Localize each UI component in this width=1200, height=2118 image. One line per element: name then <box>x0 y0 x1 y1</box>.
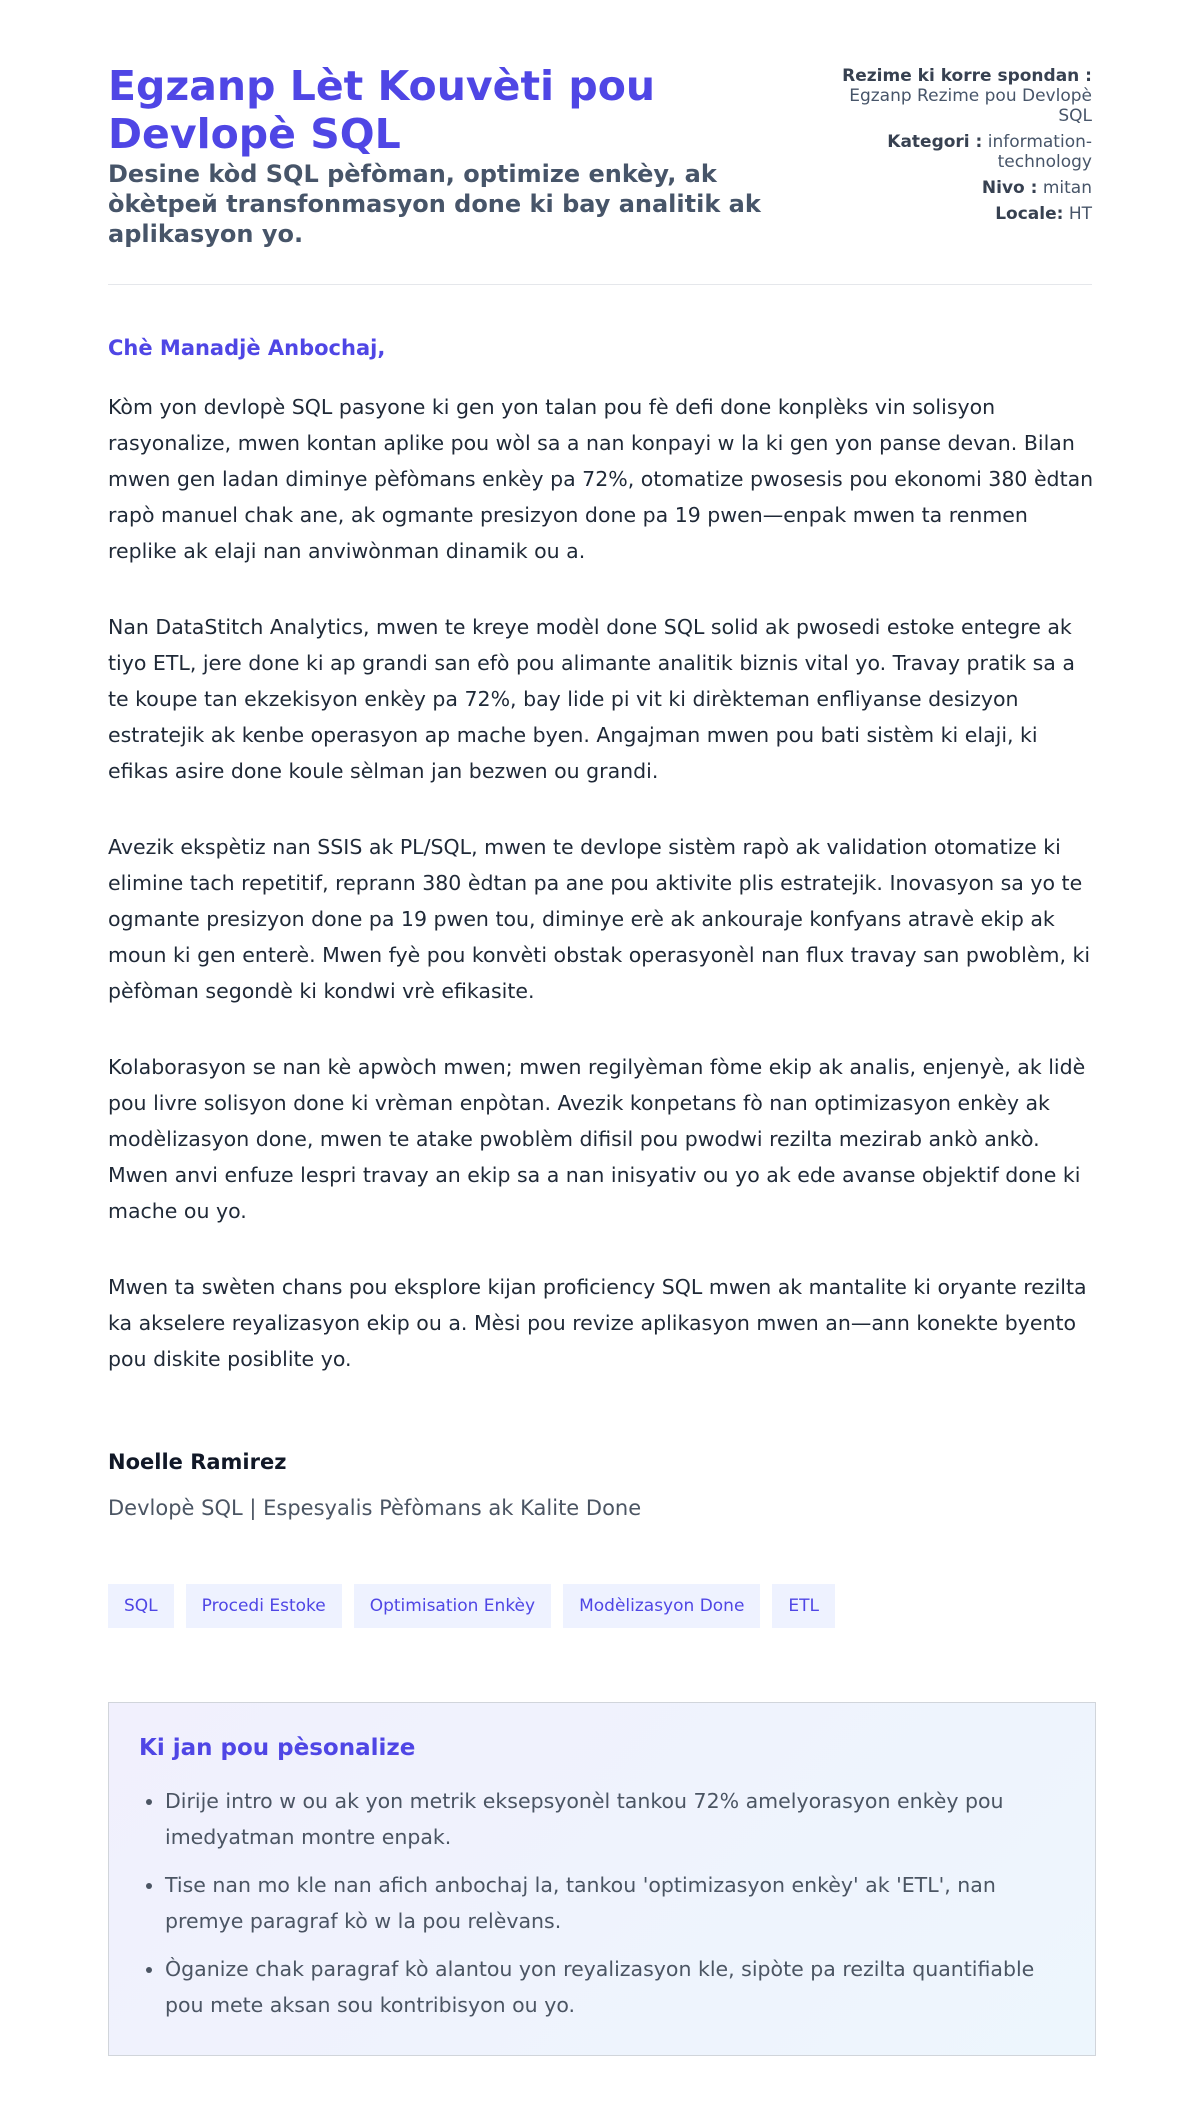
meta-level <box>832 178 1092 198</box>
meta-value: mitan <box>1042 178 1092 198</box>
skill-tags <box>108 1584 835 1628</box>
letter-header <box>108 0 1092 286</box>
skill-tag: Procedi Estoke <box>186 1584 342 1628</box>
letter-paragraph: Avezik ekspètiz nan SSIS ak PL/SQL, mwen te devlope sistèm rapò ak validation otomatize ki elimine tach repetitif, reprann 380 èdtan pa ane pou aktivite plis estratejik. Inovasyon sa yo te ogmante presizyon done pa 19 pwen tou, diminye erè ak ankouraje konfyans atravè ekip ak moun ki gen enterè. Mwen fyè pou konvèti obstak operasyonèl nan flux travay san pwoblèm, ki pèfòman segondè ki kondwi vrè efikasite. <box>108 835 1091 1003</box>
meta-matching-resume <box>832 66 1092 126</box>
page-subtitle: Desine kòd SQL pèfòman, optimize enkèy, ak òkètpeй transfonmasyon done ki bay analitik ak aplikasyon yo. <box>108 160 761 248</box>
meta-key: Rezime ki korre spondan : <box>842 66 1092 86</box>
letter-paragraph: Mwen ta swèten chans pou eksplore kijan proficiency SQL mwen ak mantalite ki oryante rezilta ka akselere reyalizasyon ekip ou a. Mèsi pou revize aplikasyon mwen an—ann konekte byento pou diskite posiblite yo. <box>108 1275 1087 1371</box>
header-divider <box>108 284 1092 285</box>
meta-value: HT <box>1068 204 1092 224</box>
skill-tag: Modèlizasyon Done <box>563 1584 760 1628</box>
skill-tag: SQL <box>108 1584 174 1628</box>
meta-key: Kategori : <box>887 132 983 152</box>
letter-paragraph: Kòm yon devlopè SQL pasyone ki gen yon talan pou fè defi done konplèks vin solisyon rasyonalize, mwen kontan aplike pou wòl sa a nan konpayi w la ki gen yon panse devan. Bilan mwen gen ladan diminye pèfòmans enkèy pa 72%, otomatize pwosesis pou ekonomi 380 èdtan rapò manuel chak ane, ak ogmante presizyon done pa 19 pwen—enpak mwen ta renmen replike ak elaji nan anviwònman dinamik ou a. <box>108 395 1094 563</box>
meta-value: Egzanp Rezime pou Devlopè SQL <box>849 86 1092 126</box>
skill-tag: Optimisation Enkèy <box>354 1584 551 1628</box>
meta-panel <box>832 66 1092 230</box>
letter-body <box>108 389 1098 1417</box>
tip-item: • Òganize chak paragraf kò alantou yon reyalizasyon kle, sipòte pa rezilta quantifiable pou mete aksan sou kontribisyon ou yo. <box>165 1951 1065 2023</box>
tip-item: • Dirije intro w ou ak yon metrik eksepsyonèl tankou 72% amelyorasyon enkèy pou imedyatman montre enpak. <box>165 1783 1065 1855</box>
meta-value: information-technology <box>987 132 1092 172</box>
tip-item: • Tise nan mo kle nan afich anbochaj la, tankou 'optimizasyon enkèy' ak 'ETL', nan premye paragraf kò w la pou relèvans. <box>165 1867 1065 1939</box>
meta-category <box>832 132 1092 172</box>
signature-title: Devlopè SQL | Espesyalis Pèfòmans ak Kalite Done <box>108 1496 642 1520</box>
meta-key: Locale: <box>995 204 1064 224</box>
tips-list <box>139 1783 1065 2023</box>
letter-paragraph: Nan DataStitch Analytics, mwen te kreye modèl done SQL solid ak pwosedi estoke entegre ak tiyo ETL, jere done ki ap grandi san efò pou alimante analitik biznis vital yo. Travay pratik sa a te koupe tan ekzekisyon enkèy pa 72%, bay lide pi vit ki dirèkteman enfliyanse desizyon estratejik ak kenbe operasyon ap mache byen. Angajman mwen pou bati sistèm ki elaji, ki efikas asire done koule sèlman jan bezwen ou grandi. <box>108 615 1075 783</box>
tips-title: Ki jan pou pèsonalize <box>139 1735 416 1761</box>
meta-locale <box>832 204 1092 224</box>
skill-tag: ETL <box>772 1584 835 1628</box>
page-title: Egzanp Lèt Kouvèti pou Devlopè SQL <box>108 62 656 158</box>
customization-tips-panel <box>108 1702 1096 2056</box>
meta-key: Nivo : <box>981 178 1038 198</box>
signature-name: Noelle Ramirez <box>108 1450 287 1474</box>
letter-paragraph: Kolaborasyon se nan kè apwòch mwen; mwen regilyèman fòme ekip ak analis, enjenyè, ak lidè pou livre solisyon done ki vrèman enpòtan. Avezik konpetans fò nan optimizasyon enkèy ak modèlizasyon done, mwen te atake pwoblèm difisil pou pwodwi rezilta mezirab ankò ankò. Mwen anvi enfuze lespri travay an ekip sa a nan inisyativ ou yo ak ede avanse objektif done ki mache ou yo. <box>108 1055 1086 1223</box>
letter-greeting: Chè Manadjè Anbochaj, <box>108 336 386 360</box>
